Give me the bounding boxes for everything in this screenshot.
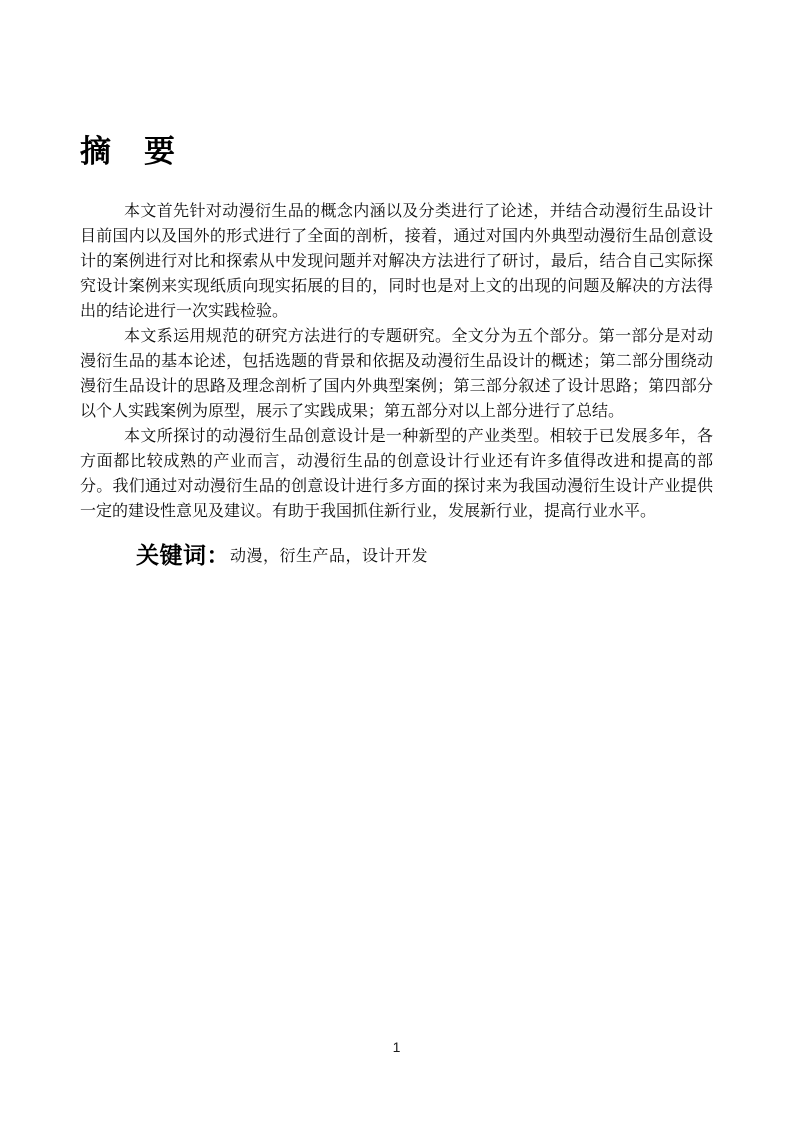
keywords-value: 动漫，衍生产品，设计开发 xyxy=(230,548,429,565)
keywords-label: 关键词： xyxy=(136,543,230,568)
page-title: 摘 要 xyxy=(80,134,176,169)
abstract-paragraph-2: 本文系运用规范的研究方法进行的专题研究。全文分为五个部分。第一部分是对动漫衍生品的基本论述，包括选题的背景和依据及动漫衍生品设计的概述；第二部分围绕动漫衍生品设计的思路及理念剖析了国内外典型案例；第三部分叙述了设计思路；第四部分以个人实践案例为原型，展示了实践成果；第五部分对以上部分进行了总结。 xyxy=(80,328,713,420)
abstract-paragraph-3: 本文所探讨的动漫衍生品创意设计是一种新型的产业类型。相较于已发展多年，各方面都比较成熟的产业而言，动漫衍生品的创意设计行业还有许多值得改进和提高的部分。我们通过对动漫衍生品的创意设计进行多方面的探讨来为我国动漫衍生设计产业提供一定的建设性意见及建议。有助于我国抓住新行业，发展新行业，提高行业水平。 xyxy=(80,428,713,520)
page-footer xyxy=(0,1039,793,1057)
abstract-body xyxy=(80,199,713,524)
page-number: 1 xyxy=(392,1039,401,1055)
keywords-line xyxy=(80,537,713,570)
abstract-paragraph-1: 本文首先针对动漫衍生品的概念内涵以及分类进行了论述，并结合动漫衍生品设计目前国内以及国外的形式进行了全面的剖析，接着，通过对国内外典型动漫衍生品创意设计的案例进行对比和探索从中发现问题并对解决方法进行了研讨，最后，结合自己实际探究设计案例来实现纸质向现实拓展的目的，同时也是对上文的出现的问题及解决的方法得出的结论进行一次实践检验。 xyxy=(80,203,713,320)
